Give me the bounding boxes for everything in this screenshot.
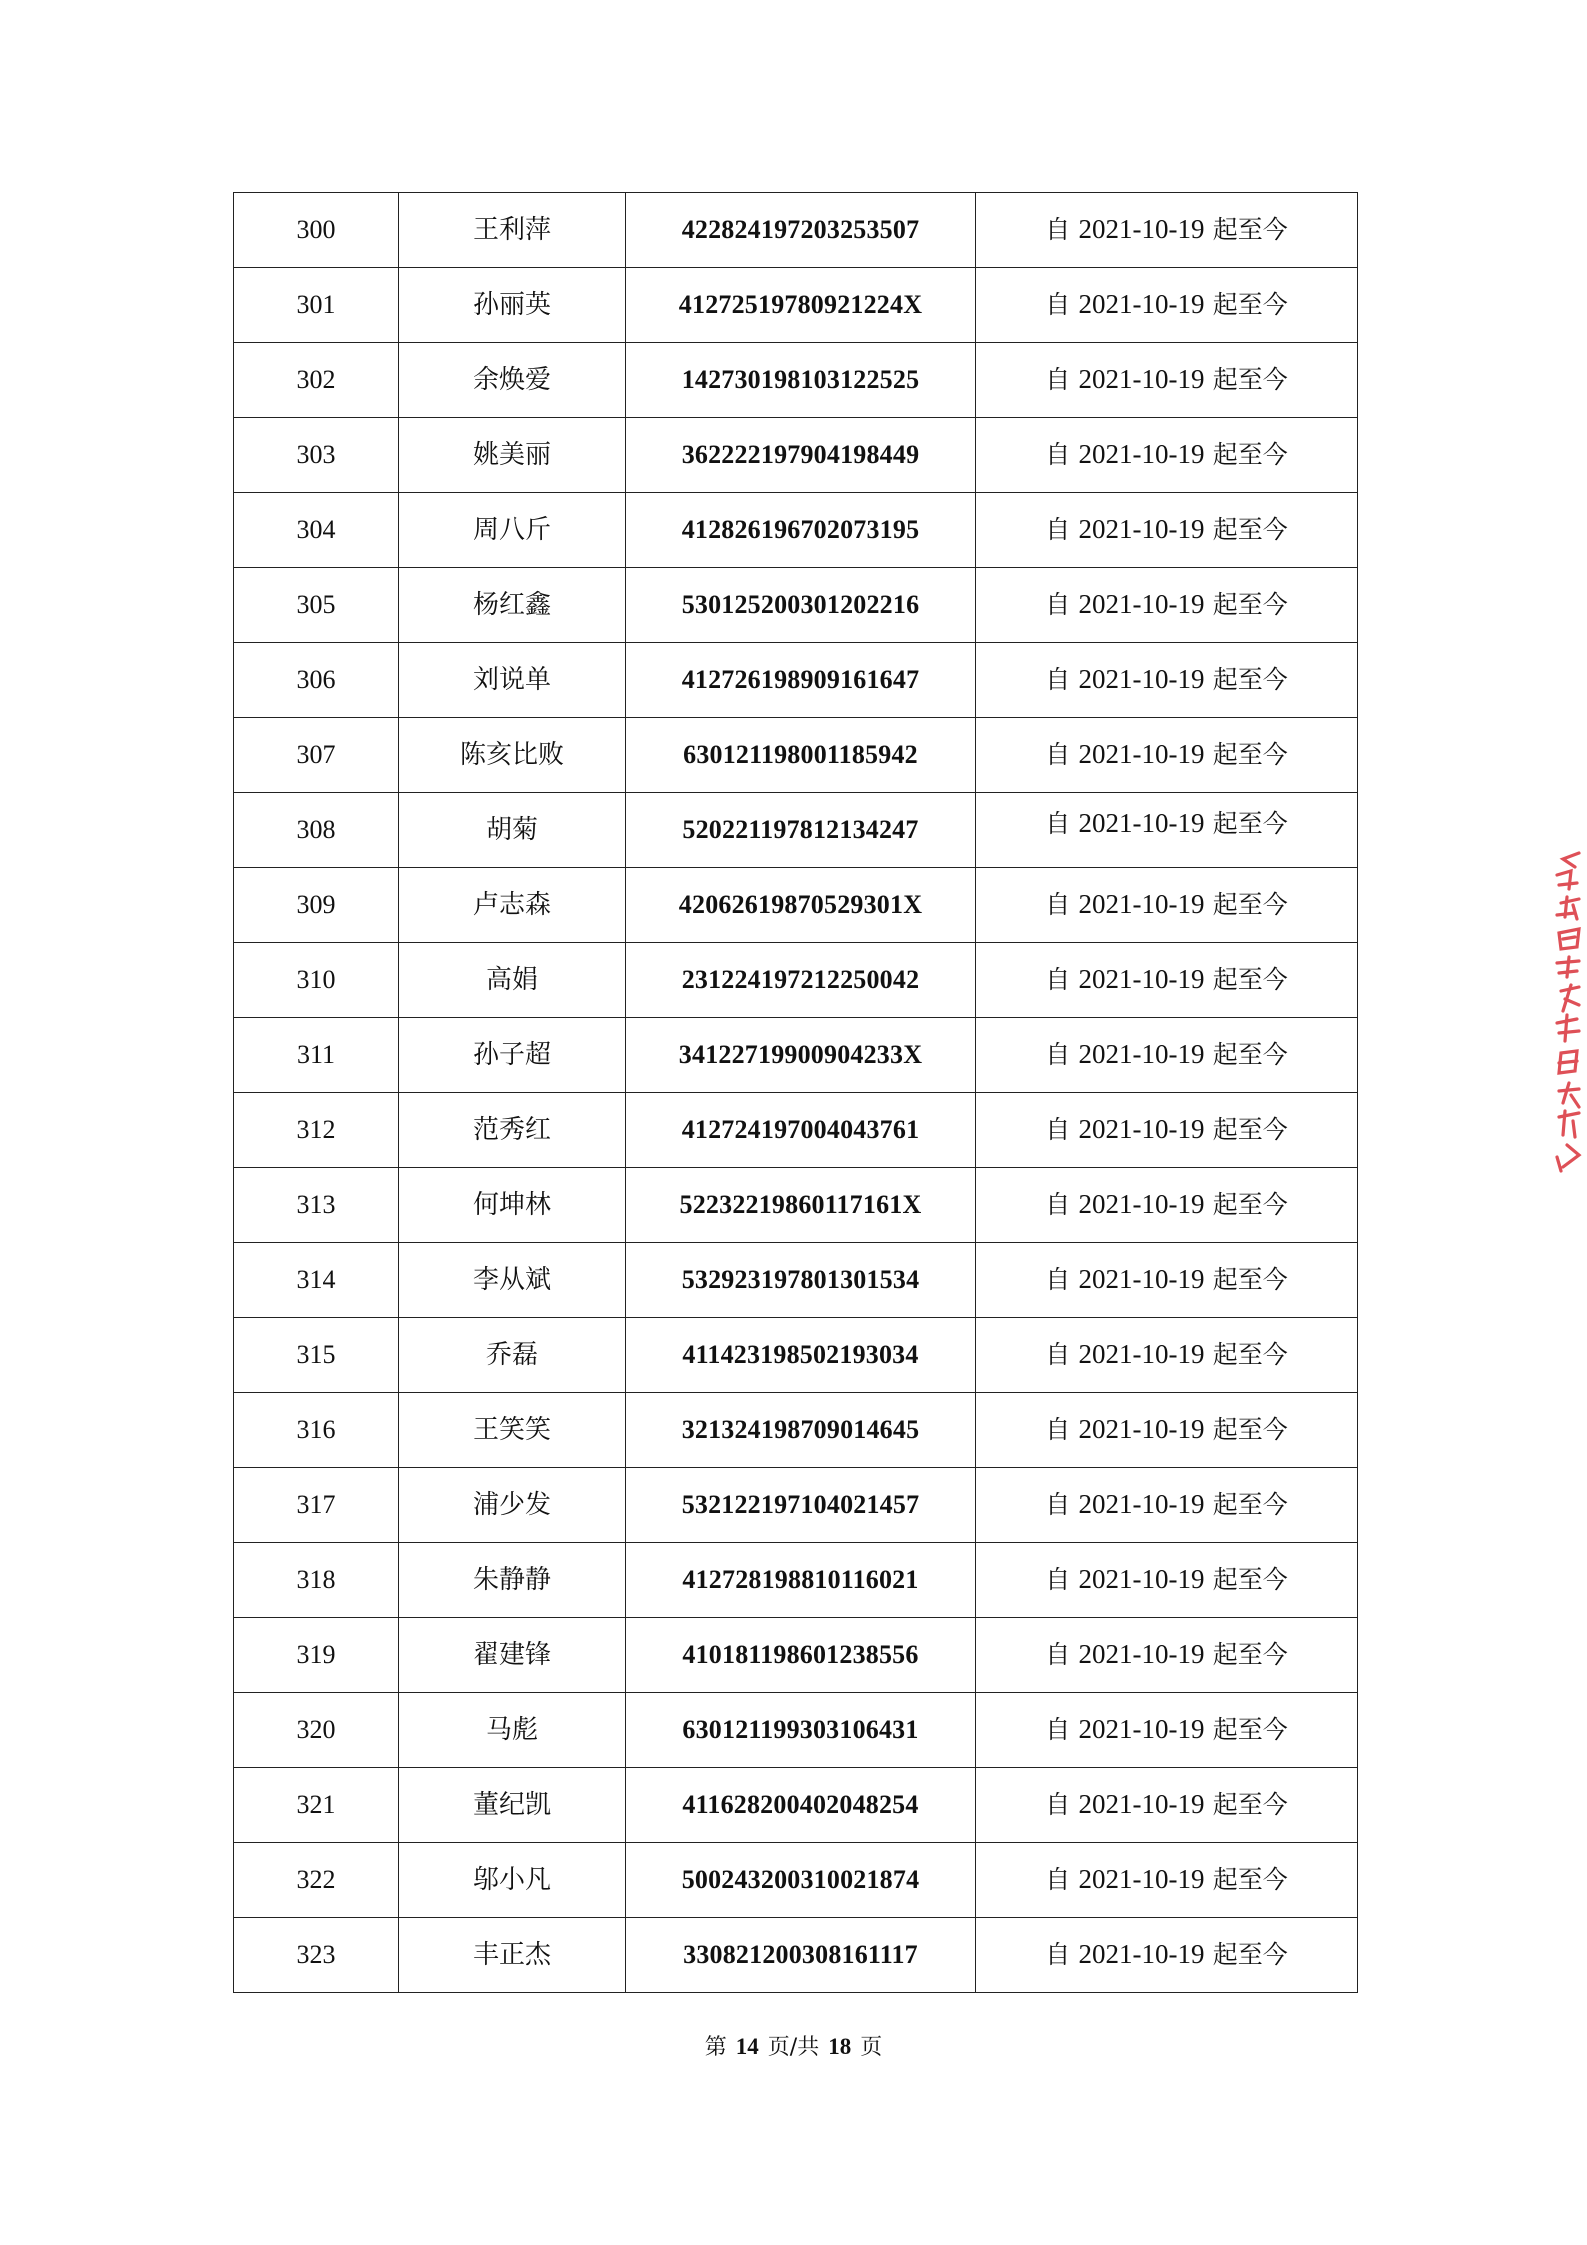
table-row: [234, 193, 1358, 268]
date-prefix: 自: [1045, 1265, 1071, 1295]
table-row: [234, 1618, 1358, 1693]
name-cell: 刘说单: [399, 643, 626, 718]
table-row: [234, 643, 1358, 718]
date-suffix: 起至今: [1212, 1565, 1288, 1595]
date-prefix: 自: [1045, 1865, 1071, 1895]
date-suffix: 起至今: [1212, 590, 1288, 620]
date-suffix: 起至今: [1212, 665, 1288, 695]
date-prefix: 自: [1045, 890, 1071, 920]
date-range-cell: [976, 1093, 1358, 1168]
date-range-cell: [976, 1693, 1358, 1768]
date-range-cell: [976, 643, 1358, 718]
date-range-cell: [976, 1018, 1358, 1093]
serial-number-cell: 321: [234, 1768, 399, 1843]
date-suffix: 起至今: [1212, 440, 1288, 470]
date-suffix: 起至今: [1212, 1940, 1288, 1970]
name-cell: 翟建锋: [399, 1618, 626, 1693]
name-cell: 周八斤: [399, 493, 626, 568]
date-suffix: 起至今: [1212, 365, 1288, 395]
footer-middle: 页/共: [767, 2035, 820, 2060]
table-row: [234, 1843, 1358, 1918]
start-date: 2021-10-19: [1078, 514, 1205, 545]
id-number-cell: 532122197104021457: [626, 1468, 976, 1543]
id-number-cell: 411423198502193034: [626, 1318, 976, 1393]
date-suffix: 起至今: [1212, 965, 1288, 995]
footer-suffix: 页: [860, 2035, 883, 2060]
start-date: 2021-10-19: [1078, 1714, 1205, 1745]
date-range-cell: [976, 868, 1358, 943]
serial-number-cell: 307: [234, 718, 399, 793]
serial-number-cell: 314: [234, 1243, 399, 1318]
id-number-cell: 630121199303106431: [626, 1693, 976, 1768]
id-number-cell: 142730198103122525: [626, 343, 976, 418]
date-prefix: 自: [1045, 1190, 1071, 1220]
name-cell: 李从斌: [399, 1243, 626, 1318]
start-date: 2021-10-19: [1078, 1414, 1205, 1445]
id-number-cell: 321324198709014645: [626, 1393, 976, 1468]
start-date: 2021-10-19: [1078, 808, 1205, 838]
name-cell: 马彪: [399, 1693, 626, 1768]
table-row: [234, 1918, 1358, 1993]
table-row: [234, 718, 1358, 793]
roster-table-body: [234, 193, 1358, 1993]
table-row: [234, 493, 1358, 568]
date-prefix: 自: [1045, 809, 1071, 838]
serial-number-cell: 319: [234, 1618, 399, 1693]
date-suffix: 起至今: [1212, 1190, 1288, 1220]
name-cell: 陈亥比败: [399, 718, 626, 793]
name-cell: 何坤林: [399, 1168, 626, 1243]
start-date: 2021-10-19: [1078, 1639, 1205, 1670]
name-cell: 卢志森: [399, 868, 626, 943]
serial-number-cell: 302: [234, 343, 399, 418]
date-suffix: 起至今: [1212, 1115, 1288, 1145]
date-suffix: 起至今: [1212, 515, 1288, 545]
id-number-cell: 412726198909161647: [626, 643, 976, 718]
serial-number-cell: 300: [234, 193, 399, 268]
table-row: [234, 418, 1358, 493]
date-suffix: 起至今: [1212, 1265, 1288, 1295]
start-date: 2021-10-19: [1078, 1264, 1205, 1295]
date-prefix: 自: [1045, 1415, 1071, 1445]
start-date: 2021-10-19: [1078, 1864, 1205, 1895]
serial-number-cell: 317: [234, 1468, 399, 1543]
table-row: [234, 1093, 1358, 1168]
serial-number-cell: 306: [234, 643, 399, 718]
name-cell: 朱静静: [399, 1543, 626, 1618]
date-range-cell: [976, 1843, 1358, 1918]
date-range-cell: [976, 193, 1358, 268]
name-cell: 孙子超: [399, 1018, 626, 1093]
date-prefix: 自: [1045, 290, 1071, 320]
date-prefix: 自: [1045, 440, 1071, 470]
date-suffix: 起至今: [1212, 1865, 1288, 1895]
start-date: 2021-10-19: [1078, 664, 1205, 695]
date-range-cell: [976, 418, 1358, 493]
date-range-cell: [976, 268, 1358, 343]
date-range-cell: [976, 343, 1358, 418]
serial-number-cell: 312: [234, 1093, 399, 1168]
name-cell: 杨红鑫: [399, 568, 626, 643]
start-date: 2021-10-19: [1078, 439, 1205, 470]
date-suffix: 起至今: [1212, 1040, 1288, 1070]
id-number-cell: 34122719900904233X: [626, 1018, 976, 1093]
id-number-cell: 520221197812134247: [626, 793, 976, 868]
table-row: [234, 343, 1358, 418]
date-prefix: 自: [1045, 1640, 1071, 1670]
date-prefix: 自: [1045, 1715, 1071, 1745]
name-cell: 王利萍: [399, 193, 626, 268]
serial-number-cell: 308: [234, 793, 399, 868]
id-number-cell: 42062619870529301X: [626, 868, 976, 943]
date-suffix: 起至今: [1212, 1715, 1288, 1745]
date-suffix: 起至今: [1212, 290, 1288, 320]
id-number-cell: 231224197212250042: [626, 943, 976, 1018]
name-cell: 浦少发: [399, 1468, 626, 1543]
name-cell: 王笑笑: [399, 1393, 626, 1468]
date-suffix: 起至今: [1212, 1490, 1288, 1520]
date-prefix: 自: [1045, 1115, 1071, 1145]
table-row: [234, 1543, 1358, 1618]
start-date: 2021-10-19: [1078, 289, 1205, 320]
start-date: 2021-10-19: [1078, 1189, 1205, 1220]
table-row: [234, 793, 1358, 868]
serial-number-cell: 320: [234, 1693, 399, 1768]
date-suffix: 起至今: [1212, 1790, 1288, 1820]
date-prefix: 自: [1045, 1940, 1071, 1970]
date-range-cell: [976, 1243, 1358, 1318]
date-range-cell: [976, 1393, 1358, 1468]
name-cell: 姚美丽: [399, 418, 626, 493]
date-prefix: 自: [1045, 1040, 1071, 1070]
start-date: 2021-10-19: [1078, 1939, 1205, 1970]
serial-number-cell: 322: [234, 1843, 399, 1918]
serial-number-cell: 316: [234, 1393, 399, 1468]
id-number-cell: 330821200308161117: [626, 1918, 976, 1993]
table-row: [234, 1243, 1358, 1318]
date-range-cell: [976, 1168, 1358, 1243]
name-cell: 范秀红: [399, 1093, 626, 1168]
name-cell: 余焕爱: [399, 343, 626, 418]
date-prefix: 自: [1045, 665, 1071, 695]
date-range-cell: [976, 1318, 1358, 1393]
table-row: [234, 1693, 1358, 1768]
start-date: 2021-10-19: [1078, 889, 1205, 920]
table-row: [234, 268, 1358, 343]
serial-number-cell: 318: [234, 1543, 399, 1618]
date-range-cell: [976, 1468, 1358, 1543]
table-row: [234, 1018, 1358, 1093]
table-row: [234, 943, 1358, 1018]
id-number-cell: 412728198810116021: [626, 1543, 976, 1618]
date-range-cell: [976, 793, 1358, 868]
date-prefix: 自: [1045, 1565, 1071, 1595]
date-suffix: 起至今: [1212, 1640, 1288, 1670]
date-range-cell: [976, 718, 1358, 793]
table-row: [234, 1168, 1358, 1243]
id-number-cell: 412826196702073195: [626, 493, 976, 568]
table-row: [234, 1768, 1358, 1843]
id-number-cell: 532923197801301534: [626, 1243, 976, 1318]
name-cell: 高娟: [399, 943, 626, 1018]
date-range-cell: [976, 1618, 1358, 1693]
name-cell: 乔磊: [399, 1318, 626, 1393]
serial-number-cell: 310: [234, 943, 399, 1018]
footer-prefix: 第: [704, 2035, 727, 2060]
date-range-cell: [976, 1543, 1358, 1618]
name-cell: 丰正杰: [399, 1918, 626, 1993]
id-number-cell: 411628200402048254: [626, 1768, 976, 1843]
id-number-cell: 412724197004043761: [626, 1093, 976, 1168]
date-prefix: 自: [1045, 740, 1071, 770]
total-pages-number: 18: [828, 2034, 852, 2059]
id-number-cell: 630121198001185942: [626, 718, 976, 793]
start-date: 2021-10-19: [1078, 589, 1205, 620]
serial-number-cell: 315: [234, 1318, 399, 1393]
red-seal-stamp-icon: [1549, 845, 1587, 1175]
start-date: 2021-10-19: [1078, 1489, 1205, 1520]
id-number-cell: 362222197904198449: [626, 418, 976, 493]
table-row: [234, 1468, 1358, 1543]
start-date: 2021-10-19: [1078, 1789, 1205, 1820]
id-number-cell: 530125200301202216: [626, 568, 976, 643]
date-prefix: 自: [1045, 1490, 1071, 1520]
start-date: 2021-10-19: [1078, 364, 1205, 395]
date-suffix: 起至今: [1212, 890, 1288, 920]
date-range-cell: [976, 943, 1358, 1018]
serial-number-cell: 303: [234, 418, 399, 493]
serial-number-cell: 304: [234, 493, 399, 568]
date-prefix: 自: [1045, 365, 1071, 395]
table-row: [234, 568, 1358, 643]
date-prefix: 自: [1045, 515, 1071, 545]
name-cell: 胡菊: [399, 793, 626, 868]
date-suffix: 起至今: [1212, 740, 1288, 770]
start-date: 2021-10-19: [1078, 1564, 1205, 1595]
name-cell: 孙丽英: [399, 268, 626, 343]
date-suffix: 起至今: [1212, 215, 1288, 245]
current-page-number: 14: [735, 2034, 759, 2059]
date-suffix: 起至今: [1212, 1415, 1288, 1445]
date-range-cell: [976, 1918, 1358, 1993]
date-prefix: 自: [1045, 1340, 1071, 1370]
id-number-cell: 410181198601238556: [626, 1618, 976, 1693]
date-suffix: 起至今: [1212, 809, 1288, 838]
table-row: [234, 868, 1358, 943]
serial-number-cell: 313: [234, 1168, 399, 1243]
id-number-cell: 422824197203253507: [626, 193, 976, 268]
table-row: [234, 1393, 1358, 1468]
start-date: 2021-10-19: [1078, 214, 1205, 245]
date-suffix: 起至今: [1212, 1340, 1288, 1370]
id-number-cell: 41272519780921224X: [626, 268, 976, 343]
date-prefix: 自: [1045, 590, 1071, 620]
date-range-cell: [976, 1768, 1358, 1843]
start-date: 2021-10-19: [1078, 964, 1205, 995]
serial-number-cell: 323: [234, 1918, 399, 1993]
date-range-cell: [976, 568, 1358, 643]
page-footer: [0, 2030, 1587, 2061]
roster-table: [233, 192, 1358, 1993]
start-date: 2021-10-19: [1078, 1039, 1205, 1070]
id-number-cell: 52232219860117161X: [626, 1168, 976, 1243]
serial-number-cell: 309: [234, 868, 399, 943]
date-prefix: 自: [1045, 965, 1071, 995]
start-date: 2021-10-19: [1078, 1339, 1205, 1370]
serial-number-cell: 305: [234, 568, 399, 643]
date-range-cell: [976, 493, 1358, 568]
date-prefix: 自: [1045, 1790, 1071, 1820]
start-date: 2021-10-19: [1078, 739, 1205, 770]
serial-number-cell: 311: [234, 1018, 399, 1093]
table-row: [234, 1318, 1358, 1393]
name-cell: 邬小凡: [399, 1843, 626, 1918]
date-prefix: 自: [1045, 215, 1071, 245]
id-number-cell: 500243200310021874: [626, 1843, 976, 1918]
start-date: 2021-10-19: [1078, 1114, 1205, 1145]
serial-number-cell: 301: [234, 268, 399, 343]
name-cell: 董纪凯: [399, 1768, 626, 1843]
